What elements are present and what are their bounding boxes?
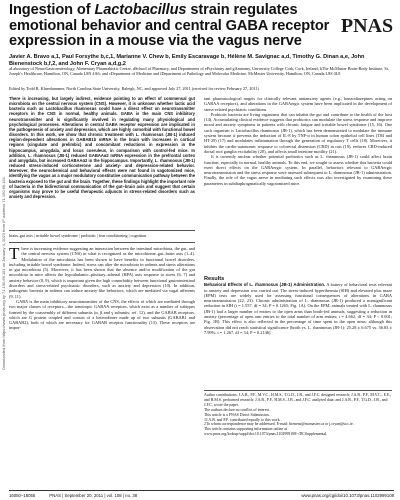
paragraph: It is currently unclear whether potential probiotics such as L. rhamnosus (JB-1) could affect brain function, especially in normal, healthy animals. To this end, we sought to assess whether this bacteria could exert direct effects on the GABAergic system. In parallel, behaviors relevant to GABAergic neurotransmission and the stress response were assessed subsequent to L. rhamnosus (JB-1) administration. Finally, the role of the vagus nerve in mediating such effects was also investigated by examining these parameters in subdiaphragmatically vagotomized mice.: [204, 154, 392, 186]
footnote: 2To whom correspondence may be addressed. E-mail: bienens@mcmaster.ca or j.cryan@ucc.ie.: [204, 422, 354, 427]
doi-link[interactable]: www.pnas.org/cgi/doi/10.1073/pnas.1102999108: [301, 493, 394, 498]
title-part: Ingestion of: [9, 2, 95, 18]
author-list: Javier A. Bravo a,1, Paul Forsythe b,c,1, Marianne V. Chew b, Emily Escaravage b, Hélène M. Savignac a,d, Timothy G. Dinan a,e, John Bienenstock b,f,2, and John F. Cryan a,d,g,2: [9, 54, 365, 67]
intro-column-right: [204, 96, 392, 186]
title-part: strain regulates emotional behavior and central GABA receptor expression in a mouse via the vagus nerve: [9, 2, 330, 49]
drop-cap: T: [9, 244, 20, 263]
article-title: [9, 3, 334, 50]
divider: [9, 230, 195, 231]
divider: [204, 390, 392, 391]
abstract: There is increasing, but largely indirect, evidence pointing to an effect of commensal gut microbiota on the central nervous system (CNS). However, it is unknown whether lactic acid bacteria such as Lactobacillus rhamnosus could have a direct effect on neurotransmitter receptors in the CNS in normal, healthy animals. GABA is the main CNS inhibitory neurotransmitter and is significantly involved in regulating many physiological and psychological processes. Alterations in central GABA receptor expression are implicated in the pathogenesis of anxiety and depression, which are highly comorbid with functional bowel disorders. In this work, we show that chronic treatment with L. rhamnosus (JB-1) induced region-dependent alterations in GABAB1b mRNA in the brain with increases in cortical regions (cingulate and prelimbic) and concomitant reductions in expression in the hippocampus, amygdala, and locus coeruleus, in comparison with control-fed mice. In addition, L. rhamnosus (JB-1) reduced GABAAα2 mRNA expression in the prefrontal cortex and amygdala, but increased GABAAα2 in the hippocampus. Importantly, L. rhamnosus (JB-1) reduced stress-induced corticosterone and anxiety- and depression-related behavior. Moreover, the neurochemical and behavioral effects were not found in vagotomized mice, identifying the vagus as a major modulatory constitutive communication pathway between the bacteria exposed to the gut and the brain. Together, these findings highlight the important role of bacteria in the bidirectional communication of the gut–brain axis and suggest that certain organisms may prove to be useful therapeutic adjuncts in stress-related disorders such as anxiety and depression.: [9, 96, 195, 199]
footnotes: [204, 393, 392, 437]
divider: [9, 242, 195, 243]
footnote: This article is a PNAS Direct Submission.: [204, 412, 270, 417]
keywords: brain–gut axis | irritable bowel syndrome | probiotic | fear conditioning | cognition: [9, 233, 147, 238]
footnote: Author contributions: J.A.B., P.F., M.V.C., H.M.S., T.G.D., J.B., and J.F.C. designed research; J.A.B., P.F., M.V.C., E.E., and H.M.S. performed research; J.A.B., P.F., H.M.S., J.B., and J.F.C. analyzed data; and J.A.B., P.F., T.G.D., J.B., and J.F.C. wrote the paper.: [204, 393, 392, 407]
svg-text:PNAS: PNAS: [340, 15, 394, 37]
affiliations: aLaboratory of NeuroGastroenterology, Alimentary Pharmabiotic Centre, dSchool of Pharmacy, and Departments of ePsychiatry and gAnatomy, University College Cork, Cork, Ireland; bThe McMaster Brain-Body Institute, St. Joseph's Healthcare, Hamilton, ON, Canada L8N 4A6; and cDepartment of Medicine and fDepartment of Pathology and Molecular Medicine, McMaster University, Hamilton, ON, Canada L8S 4L8: [9, 66, 389, 77]
download-notice: Downloaded from https://www.pnas.org by 71.190.66.151 on January 4, 2023 from IP address 71.190.66.151.: [1, 175, 6, 370]
paragraph: here is increasing evidence suggesting an interaction between the intestinal microbiota, the gut, and the central nervous system (CNS) in what is recognized as the microbiome–gut–brain axis (1–4). Modulation of the microbiota has been shown to have benefits in functional bowel disorders, including irritable bowel syndrome. Indeed, stress can alter the microbiota in rodents and stress alterations in gut microbiota (5). Moreover, it has been shown that the absence and/or modification of the gut microbiota in mice affects the hypothalamic–pituitary–adrenal (HPA) axis response to stress (6, 7) and anxiety behavior (8, 9), which is important given the high comorbidity between functional gastrointestinal disorders and stress-related psychiatric disorders, such as anxiety and depression (10). In addition, pathogenic bacteria in rodents can induce anxiety-like behaviors, which are mediated via vagal afferents (9, 11).: [9, 246, 195, 299]
download-sidebar: [0, 120, 6, 370]
paragraph: Probiotic bacteria are living organisms that can inhabit the gut and contribute to the health of the host (14). Accumulating clinical evidence suggests that probiotics can modulate the stress response and improve mood and anxiety symptoms in patients with chronic fatigue and irritable bowel syndrome (15, 16). One such organism is Lactobacillus rhamnosus (JB-1), which has been demonstrated to modulate the immune system because it prevents the induction of IL-8 by TNF-α in human colon epithelial cell lines (T84 and HT-29) (17) and modulates inflammation through the generation of regulatory T cells (18). Moreover, it inhibits the cardio-autonomic response to colorectal distension (CRD) in rats (19), reduces CRD-induced dorsal root ganglia excitability (20), and affects small intestine motility (21).: [204, 111, 392, 154]
paragraph: GABA is the main inhibitory neurotransmitter of the CNS, the effects of which are mediated through two major classes of receptors—the ionotropic GABAA receptors, which exist as a number of subtypes formed by the coassembly of different subunits (α, β and γ subunits; ref. 12), and the GABAB receptors, which are G protein coupled and consist of a heterodimer made up of two subunits (GABAB1 and GABAB2), both of which are necessary for GABAB receptor functionality (13). These receptors are impor-: [9, 298, 195, 331]
paragraph: A battery of behavioral tests relevant to anxiety and depression was carried out. The stress-induced hyperthermia (SIH) and elevated plus maze (EPM) tests are widely used for assessing functional consequences of alterations in GABA neurotransmission (22, 23). Chronic administration of L. rhamnosus (JB-1) produced a nonsignificant reduction in SIH (t = 1.557, df = 34; P = 0.1265; Fig. 1A). On the EPM, animals treated with L. rhamnosus (JB-1) had a larger number of entries to the open arms than broth-fed animals, suggesting a reduction in anxiety (percentage of open arm entries to the total number of arm entries; t = 4.662, df = 34; P < 0.001; Fig. 1B). This effect is also reflected in the percentage of time spent in the open arms, although this observation did not reach statistical significance [broth vs. L. rhamnosus (JB-1): 25.28 ± 6.675 vs. 36.83 ± 7.99%; t = 1.267, df = 34; P = 0.2146].: [204, 282, 392, 335]
page-footer: [9, 490, 394, 498]
footnote: The authors declare no conflict of interest.: [204, 407, 271, 412]
paragraph: tant pharmacological targets for clinically relevant antianxiety agents (e.g., benzodiazepines acting on GABAA receptors), and alterations in the GABAergic system have been implicated in the development of stress-related psychiatric conditions.: [204, 96, 392, 112]
intro-column-left: [9, 246, 195, 331]
subsection-heading: Behavioral Effects of L. rhamnosus (JB-1) Administration.: [204, 282, 326, 288]
page-range: 16050–16055: [9, 493, 36, 498]
pnas-logo: [338, 4, 396, 48]
journal-issue: PNAS | September 20, 2011 | vol. 108 | no. 38: [49, 493, 138, 498]
footnote: 1J.A.B. and P.F. contributed equally to this work.: [204, 417, 281, 422]
section-heading: Results: [204, 276, 225, 282]
results-section: [204, 276, 392, 335]
footnote: This article contains supporting information online at www.pnas.org/lookup/suppl/doi:10.1073/pnas.1102999108/-/DCSupplemental.: [204, 427, 328, 437]
title-italic: Lactobacillus: [94, 2, 187, 18]
edited-by: Edited by Todd R. Klaenhammer, North Carolina State University, Raleigh, NC, and approved July 27, 2011 (received for review February 27, 2011): [9, 86, 259, 91]
